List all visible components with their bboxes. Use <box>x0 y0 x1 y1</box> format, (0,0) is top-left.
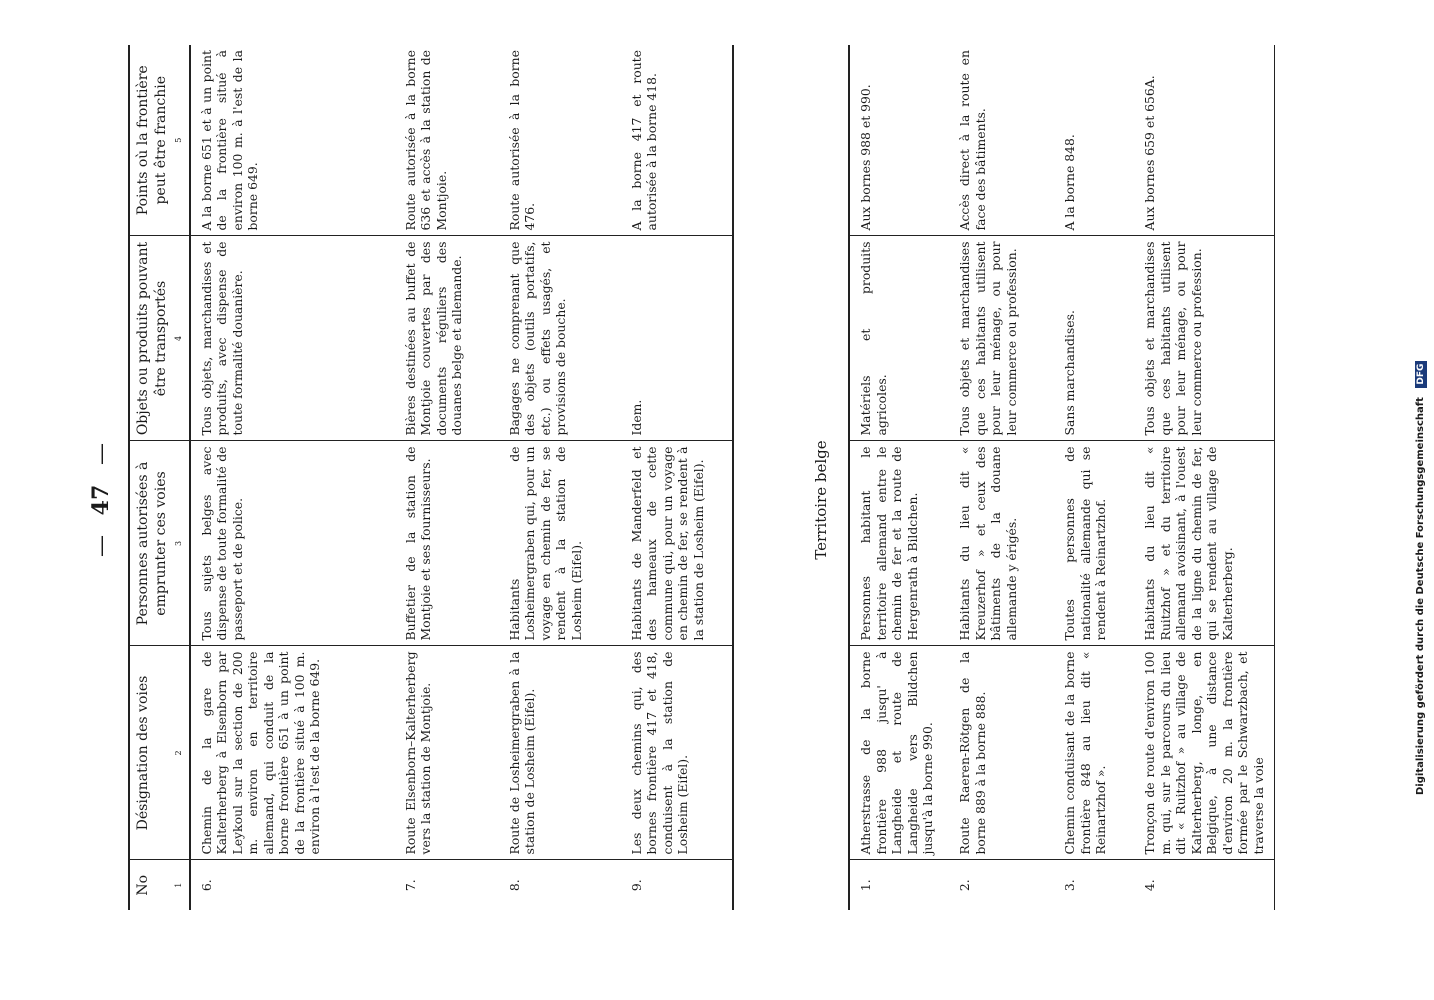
header-personnes: Personnes autorisées à emprunter ces voies <box>129 441 172 646</box>
table-row: 2. Route Raeren-Rötgen de la borne 889 à la borne 888. Habitants du lieu dit « Kreuzerhof » et ceux des bâtiments de la douane allemande y érigés. Tous objets et marchandises que ces habitants utilisent pour leur ménage, ou pour leur commerce ou profession. Accès direct à la route en face des bâtiments. <box>949 45 1054 910</box>
table-row: 8. Route de Losheimergraben à la station de Losheim (Eifel). Habitants de Losheimergraben qui, pour un voyage en chemin de fer, se rendent à la station de Losheim (Eifel). Bagages ne comprenant que des objets (outils portatifs, etc.) ou effets usagés, et provisions de bouche. Route autorisée à la borne 476. <box>499 45 621 910</box>
header-objets: Objets ou produits pouvant être transportés <box>129 236 172 441</box>
dfg-logo: DFG <box>1415 361 1427 388</box>
page-number: — 47 — <box>88 443 114 557</box>
table-territoire-allemand <box>128 45 734 910</box>
column-number: 3 <box>172 441 189 646</box>
digitization-credit <box>1415 0 1434 1000</box>
column-number: 2 <box>172 646 189 860</box>
table-row: 9. Les deux chemins qui, des bornes frontière 417 et 418, conduisent à la station de Losheim (Eifel). Habitants de Manderfeld et des hameaux de cette commune qui, pour un voyage en chemin de fer, se rendent à la station de Losheim (Eifel). Idem. A la borne 417 et route autorisée à la borne 418. <box>621 45 733 910</box>
header-no: No <box>129 860 172 910</box>
header-points: Points où la frontière peut être franchie <box>129 45 172 236</box>
table-row: 7. Route Elsenborn–Kalterherberg vers la station de Montjoie. Buffetier de la station de Montjoie et ses fournisseurs. Bières destinées au buffet de Montjoie couvertes par des documents réguliers des douanes belge et allemande. Route autorisée à la borne 636 et accès à la station de Montjoie. <box>395 45 499 910</box>
table-row: 4. Tronçon de route d'environ 100 m. qui, sur le parcours du lieu dit « Ruitzhof » au village de Kalterherberg, longe, en Belgique, à une distance d'environ 20 m. la frontière formée par le Schwarzbach, et traverse la voie Habitants du lieu dit « Ruitzhof » et du territoire allemand avoisinant, à l'ouest de la ligne du chemin de fer, qui se rendent au village de Kalterherberg. Tous objets et marchandises que ces habitants utilisent pour leur ménage, ou pour leur commerce ou profession. Aux bornes 659 et 656A. <box>1134 45 1274 910</box>
header-designation: Désignation des voies <box>129 646 172 860</box>
table-row: 1. Atherstrasse de la borne frontière 988 jusqu' à Langheide et route de Langheide vers Bildchen jusqu'à la borne 990. Personnes habitant le territoire allemand entre le chemin de fer et la route de Hergenrath à Bildchen. Matériels et produits agricoles. Aux bornes 988 et 990. <box>849 45 949 910</box>
page-number-value: 47 <box>88 484 114 516</box>
column-number: 4 <box>172 236 189 441</box>
credit-text: Digitalisierung gefördert durch die Deutsche Forschungsgemeinschaft <box>1415 397 1426 795</box>
section-title: Territoire belge <box>812 440 830 560</box>
column-number: 1 <box>172 860 189 910</box>
column-number: 5 <box>172 45 189 236</box>
table-row: 3. Chemin conduisant de la borne frontière 848 au lieu dit « Reinartzhof ». Toutes personnes de nationalité allemande qui se rendent à Reinartzhof. Sans marchandises. A la borne 848. <box>1054 45 1134 910</box>
table-row: 6. Chemin de la gare de Kalterherberg à Elsenborn par Leykoul sur la section de 200 m. environ en territoire allemand, qui conduit de la borne frontière 651 à un point de la frontière situé à 100 m. environ à l'est de la borne 649. Tous sujets belges avec dispense de toute formalité de passeport et de police. Tous objets, marchandises et produits, avec dispense de toute formalité douanière. A la borne 651 et à un point de la frontière situé à environ 100 m. à l'est de la borne 649. <box>190 45 395 910</box>
